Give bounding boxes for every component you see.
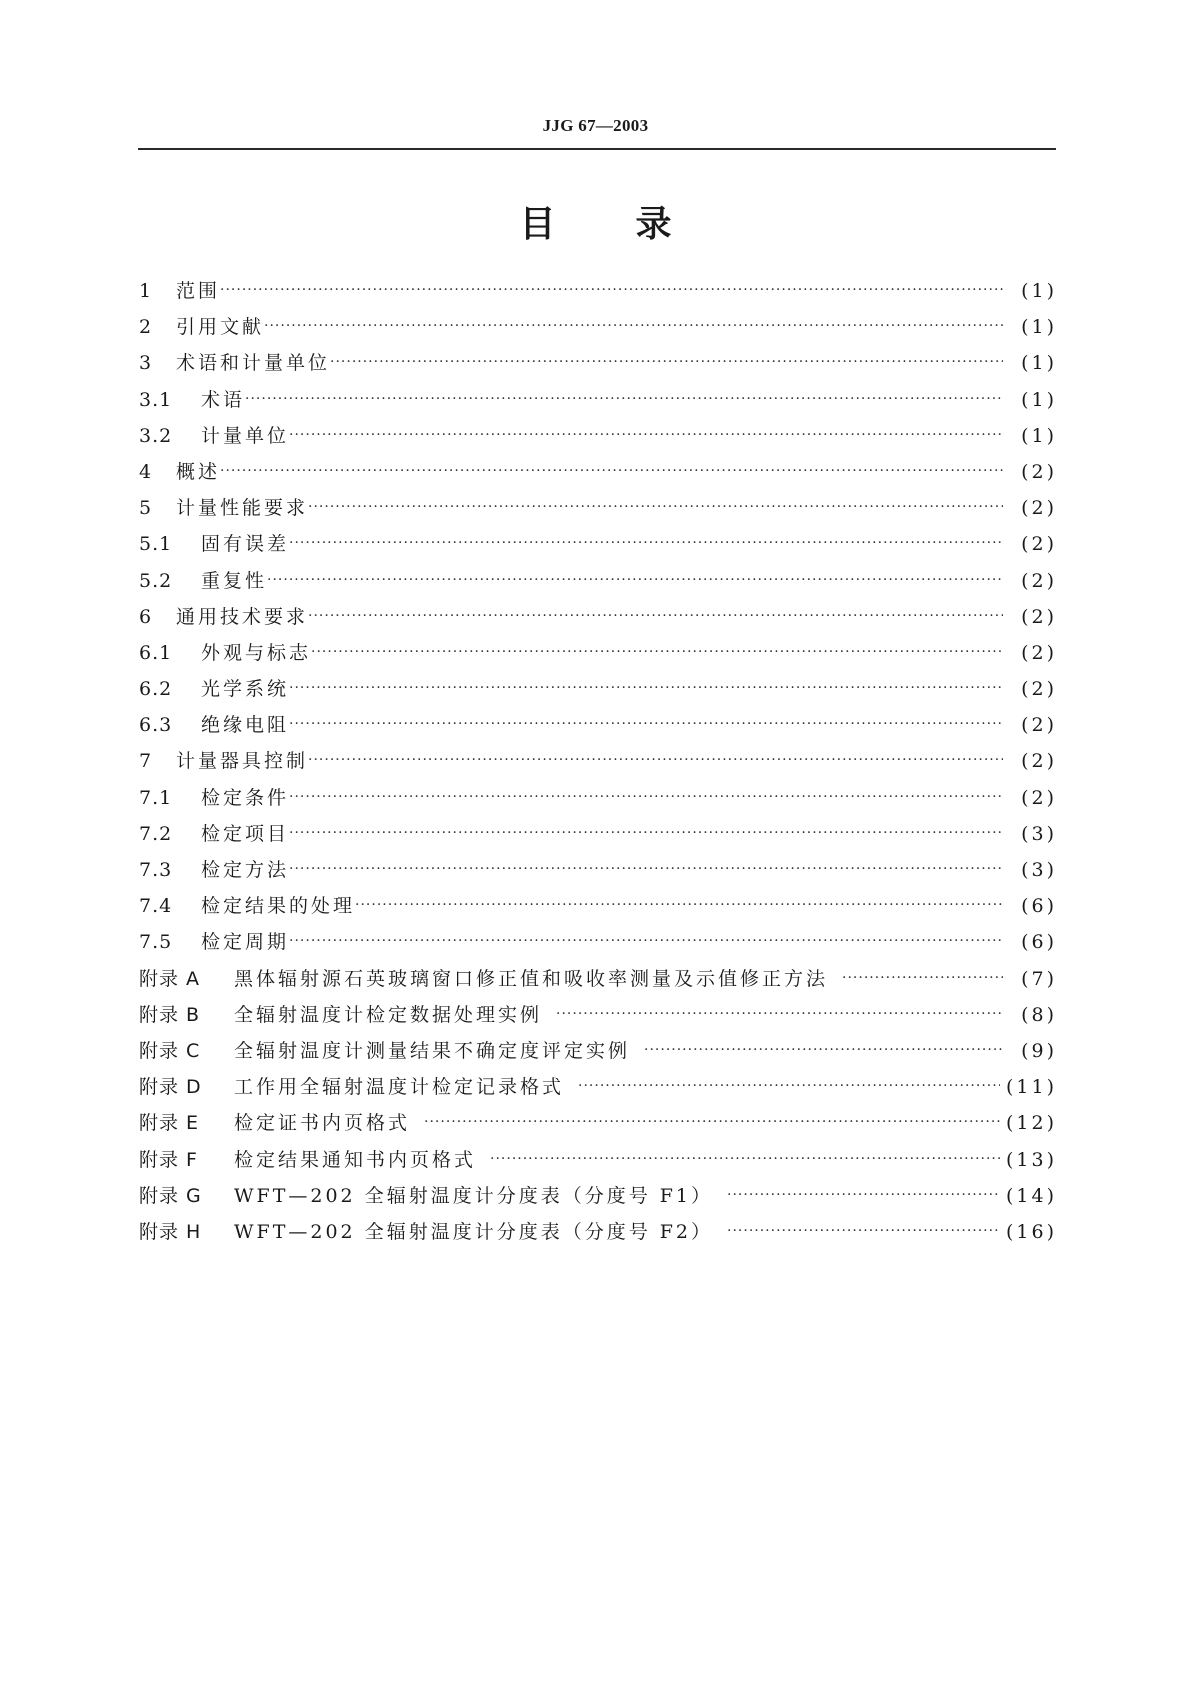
toc-entry[interactable] — [139, 602, 1057, 638]
toc-entry-page: (16) — [1005, 1220, 1057, 1243]
toc-entry-label: 计量器具控制 — [176, 750, 309, 773]
toc-entry-page: (8) — [1021, 1003, 1057, 1026]
toc-entry-page: (2) — [1021, 569, 1057, 592]
toc-entry[interactable] — [139, 312, 1057, 348]
toc-entry[interactable] — [139, 710, 1057, 746]
toc-entry-label: 术语 — [201, 388, 246, 411]
toc-appendix-entry[interactable] — [139, 1217, 1057, 1253]
toc-appendix-entry[interactable] — [139, 964, 1057, 1000]
appendix-number: 附录 H — [139, 1220, 202, 1243]
appendix-number: 附录 C — [139, 1039, 201, 1062]
toc-entry-label: 全辐射温度计测量结果不确定度评定实例 — [234, 1039, 631, 1062]
toc-appendix-entry[interactable] — [139, 1036, 1057, 1072]
dot-leader — [490, 1151, 1000, 1167]
dot-leader — [289, 535, 1003, 551]
toc-entry-label: 检定结果的处理 — [201, 895, 356, 918]
toc-entry-page: (2) — [1021, 605, 1057, 628]
toc-entry[interactable] — [139, 566, 1057, 602]
document-standard-code: JJG 67—2003 — [542, 116, 649, 135]
toc-entry-label: WFT—202 全辐射温度计分度表（分度号 F1） — [234, 1184, 714, 1207]
toc-entry-number: 3.1 — [139, 388, 173, 411]
dot-leader — [556, 1006, 1003, 1022]
toc-entry[interactable] — [139, 891, 1057, 927]
toc-entry-number: 5 — [139, 497, 153, 520]
toc-entry[interactable] — [139, 529, 1057, 565]
dot-leader — [330, 354, 1003, 370]
dot-leader — [289, 933, 1003, 949]
title-char-1: 目 — [519, 204, 556, 245]
toc-entry[interactable] — [139, 493, 1057, 529]
toc-entry-number: 7.5 — [139, 931, 173, 954]
toc-appendix-entry[interactable] — [139, 1072, 1057, 1108]
toc-entry-page: (12) — [1005, 1112, 1057, 1135]
toc-entry-label: 重复性 — [201, 569, 268, 592]
toc-entry-label: 术语和计量单位 — [176, 352, 331, 375]
toc-entry-number: 2 — [139, 316, 153, 339]
toc-entry-number: 6.1 — [139, 641, 173, 664]
toc-entry-page: (6) — [1021, 895, 1057, 918]
toc-entry[interactable] — [139, 819, 1057, 855]
toc-entry-label: 黑体辐射源石英玻璃窗口修正值和吸收率测量及示值修正方法 — [234, 967, 829, 990]
toc-entry-number: 7.4 — [139, 895, 173, 918]
dot-leader — [289, 427, 1003, 443]
toc-entry-label: 绝缘电阻 — [201, 714, 290, 737]
toc-entry-label: 概述 — [176, 460, 221, 483]
toc-entry-page: (11) — [1005, 1076, 1057, 1099]
toc-entry-page: (3) — [1021, 822, 1057, 845]
toc-entry-number: 3 — [139, 352, 153, 375]
dot-leader — [289, 825, 1003, 841]
toc-entry-number: 7.3 — [139, 859, 173, 881]
toc-entry-page: (14) — [1005, 1184, 1057, 1207]
toc-entry-page: (2) — [1021, 750, 1057, 773]
table-of-contents — [139, 276, 1057, 1253]
toc-entry[interactable] — [139, 746, 1057, 782]
toc-entry[interactable] — [139, 348, 1057, 384]
header-rule — [138, 148, 1056, 150]
toc-entry-label: 检定项目 — [201, 822, 290, 845]
toc-appendix-entry[interactable] — [139, 1145, 1057, 1181]
dot-leader — [424, 1114, 1000, 1130]
toc-entry-label: 工作用全辐射温度计检定记录格式 — [234, 1076, 565, 1099]
toc-entry-number: 7.1 — [139, 786, 173, 809]
dot-leader — [289, 789, 1003, 805]
dot-leader — [220, 463, 1003, 479]
dot-leader — [311, 644, 1003, 660]
toc-entry-page: (1) — [1021, 280, 1057, 302]
toc-entry-page: (1) — [1021, 424, 1057, 447]
toc-entry-page: (2) — [1021, 786, 1057, 809]
toc-entry-number: 6.3 — [139, 714, 173, 737]
toc-entry-label: 固有误差 — [201, 533, 290, 556]
dot-leader — [727, 1223, 1000, 1239]
dot-leader — [308, 608, 1003, 624]
dot-leader — [355, 897, 1003, 913]
toc-entry[interactable] — [139, 783, 1057, 819]
dot-leader — [308, 499, 1003, 515]
dot-leader — [220, 282, 1003, 298]
appendix-number: 附录 G — [139, 1184, 202, 1207]
toc-appendix-entry[interactable] — [139, 1000, 1057, 1036]
toc-entry[interactable] — [139, 457, 1057, 493]
dot-leader — [308, 752, 1003, 768]
toc-entry-label: 范围 — [176, 280, 221, 302]
dot-leader — [267, 572, 1003, 588]
toc-entry[interactable] — [139, 421, 1057, 457]
toc-entry-label: 检定周期 — [201, 931, 290, 954]
toc-entry-page: (6) — [1021, 931, 1057, 954]
toc-entry-label: 检定条件 — [201, 786, 290, 809]
toc-entry[interactable] — [139, 276, 1057, 312]
toc-entry[interactable] — [139, 927, 1057, 963]
dot-leader — [289, 861, 1003, 877]
toc-entry-label: WFT—202 全辐射温度计分度表（分度号 F2） — [234, 1220, 714, 1243]
toc-entry-number: 7 — [139, 750, 153, 773]
dot-leader — [578, 1078, 1000, 1094]
toc-entry-number: 7.2 — [139, 822, 173, 845]
dot-leader — [727, 1187, 1000, 1203]
dot-leader — [245, 391, 1003, 407]
toc-entry-number: 4 — [139, 460, 153, 483]
toc-entry-number: 3.2 — [139, 424, 173, 447]
toc-entry-page: (2) — [1021, 714, 1057, 737]
toc-entry-label: 全辐射温度计检定数据处理实例 — [234, 1003, 543, 1026]
toc-entry-number: 6 — [139, 605, 153, 628]
toc-entry-label: 外观与标志 — [201, 641, 312, 664]
toc-entry-page: (7) — [1021, 967, 1057, 990]
dot-leader — [842, 970, 1003, 986]
toc-entry[interactable] — [139, 385, 1057, 421]
page-title — [0, 196, 1191, 247]
dot-leader — [264, 318, 1003, 334]
toc-entry-page: (2) — [1021, 460, 1057, 483]
toc-entry-page: (2) — [1021, 497, 1057, 520]
appendix-number: 附录 F — [139, 1148, 198, 1171]
toc-entry-label: 引用文献 — [176, 316, 265, 339]
toc-entry-number: 6.2 — [139, 678, 173, 701]
toc-entry-number: 5.1 — [139, 533, 173, 556]
toc-entry-page: (9) — [1021, 1039, 1057, 1062]
appendix-number: 附录 E — [139, 1112, 200, 1135]
toc-entry-page: (2) — [1021, 533, 1057, 556]
toc-entry-label: 光学系统 — [201, 678, 290, 701]
toc-entry-label: 计量单位 — [201, 424, 290, 447]
toc-entry-number: 1 — [139, 280, 153, 302]
toc-appendix-entry[interactable] — [139, 1108, 1057, 1144]
toc-entry-label: 通用技术要求 — [176, 605, 309, 628]
toc-entry-label: 计量性能要求 — [176, 497, 309, 520]
toc-entry-page: (3) — [1021, 859, 1057, 881]
toc-entry-number: 5.2 — [139, 569, 173, 592]
toc-entry-page: (1) — [1021, 388, 1057, 411]
toc-entry[interactable] — [139, 638, 1057, 674]
toc-entry-page: (1) — [1021, 352, 1057, 375]
toc-entry-label: 检定结果通知书内页格式 — [234, 1148, 477, 1171]
toc-entry[interactable] — [139, 674, 1057, 710]
toc-appendix-entry[interactable] — [139, 1181, 1057, 1217]
dot-leader — [644, 1042, 1003, 1058]
toc-entry-page: (2) — [1021, 641, 1057, 664]
toc-entry-page: (1) — [1021, 316, 1057, 339]
dot-leader — [289, 680, 1003, 696]
toc-entry[interactable] — [139, 855, 1057, 891]
title-char-2: 录 — [635, 204, 672, 245]
dot-leader — [289, 716, 1003, 732]
toc-entry-label: 检定证书内页格式 — [234, 1112, 411, 1135]
toc-entry-page: (2) — [1021, 678, 1057, 701]
toc-entry-label: 检定方法 — [201, 859, 290, 881]
appendix-number: 附录 A — [139, 967, 201, 990]
toc-entry-page: (13) — [1005, 1148, 1057, 1171]
appendix-number: 附录 D — [139, 1076, 202, 1099]
appendix-number: 附录 B — [139, 1003, 201, 1026]
